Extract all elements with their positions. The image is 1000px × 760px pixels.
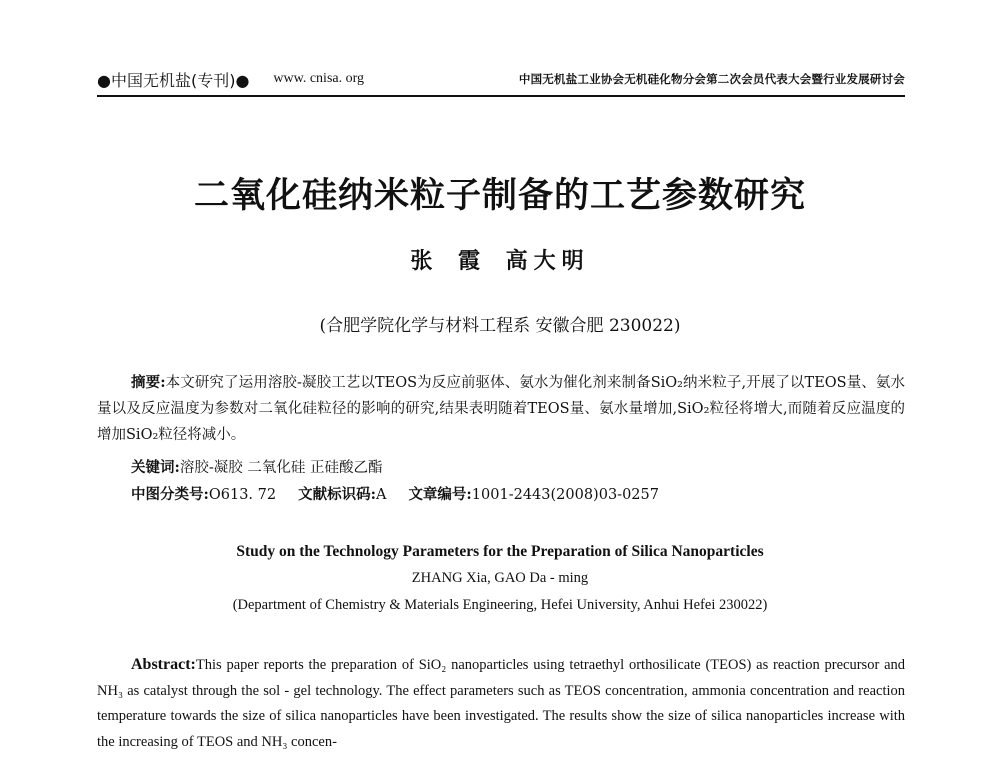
article-no-value: 1001-2443(2008)03-0257 bbox=[471, 487, 659, 503]
journal-name: ●中国无机盐(专刊)● bbox=[97, 70, 250, 90]
doc-code-value: A bbox=[375, 487, 387, 503]
chinese-abstract-label: 摘要: bbox=[131, 374, 166, 391]
chinese-keywords bbox=[131, 456, 382, 480]
chinese-title: 二氧化硅纳米粒子制备的工艺参数研究 bbox=[193, 175, 806, 216]
english-abstract-text: This paper reports the preparation of SiO₂ nanoparticles using tetraethyl orthosilicate (TEOS) as reaction precursor and NH₃ as catalyst through the sol - gel technology. The effect parameters such as TEOS concentration, ammonia concentration and reaction temperature towards the size of silica nanoparticles have been investigated. The results show the size of silica nanoparticles increase with the increasing of TEOS and NH₃ concen- bbox=[97, 657, 905, 750]
english-title: Study on the Technology Parameters for the Preparation of Silica Nanoparticles bbox=[236, 543, 764, 560]
english-authors: ZHANG Xia, GAO Da - ming bbox=[411, 570, 589, 586]
clc-label: 中图分类号: bbox=[131, 486, 209, 503]
chinese-abstract-text: 本文研究了运用溶胶-凝胶工艺以TEOS为反应前驱体、氨水为催化剂来制备SiO₂纳米粒子,开展了以TEOS量、氨水量以及反应温度为参数对二氧化硅粒径的影响的研究,结果表明随着TEOS量、氨水量增加,SiO₂粒径将增大,而随着反应温度的增加SiO₂粒径将减小。 bbox=[97, 375, 905, 443]
running-header bbox=[97, 66, 905, 92]
english-abstract-label: Abstract: bbox=[131, 656, 196, 673]
clc-value: O613. 72 bbox=[208, 487, 277, 503]
chinese-authors: 张 霞 高大明 bbox=[410, 248, 590, 274]
doc-code-label: 文献标识码: bbox=[298, 486, 376, 503]
article-no-label: 文章编号: bbox=[408, 486, 472, 503]
keywords-text: 溶胶-凝胶 二氧化硅 正硅酸乙酯 bbox=[179, 460, 383, 476]
classification-line bbox=[131, 483, 659, 507]
chinese-abstract bbox=[97, 370, 905, 448]
chinese-affiliation: (合肥学院化学与材料工程系 安徽合肥 230022) bbox=[319, 316, 681, 336]
header-rule bbox=[97, 95, 905, 97]
journal-url[interactable]: www. cnisa. org bbox=[273, 71, 365, 86]
keywords-label: 关键词: bbox=[131, 459, 180, 476]
english-abstract bbox=[97, 652, 905, 755]
conference-name: 中国无机盐工业协会无机硅化物分会第二次会员代表大会暨行业发展研讨会 bbox=[518, 72, 905, 86]
english-affiliation: (Department of Chemistry & Materials Engineering, Hefei University, Anhui Hefei 230022) bbox=[232, 597, 768, 613]
